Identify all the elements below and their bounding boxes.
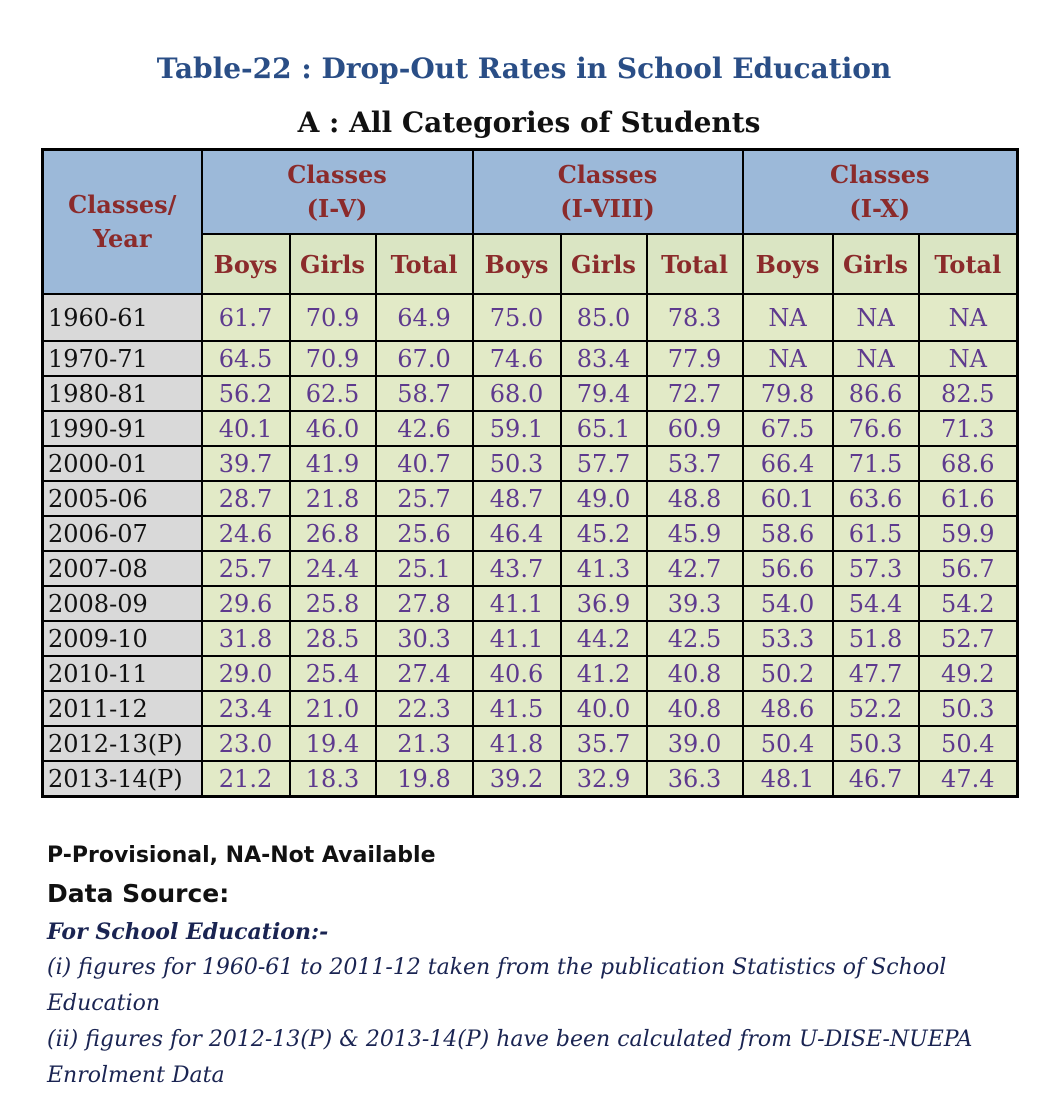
year-header-line2: Year <box>92 224 152 253</box>
table-body <box>43 294 1018 797</box>
value-cell: 46.4 <box>473 516 561 551</box>
value-cell: 48.1 <box>743 761 833 797</box>
value-cell: 54.0 <box>743 586 833 621</box>
value-cell: 48.7 <box>473 481 561 516</box>
value-cell: 76.6 <box>833 411 919 446</box>
value-cell: 23.0 <box>202 726 290 761</box>
data-source-subheading: For School Education:- <box>47 919 329 945</box>
table-row <box>43 411 1018 446</box>
value-cell: 68.6 <box>919 446 1018 481</box>
value-cell: 26.8 <box>290 516 376 551</box>
value-cell: 36.3 <box>647 761 743 797</box>
value-cell: 54.4 <box>833 586 919 621</box>
value-cell: 47.4 <box>919 761 1018 797</box>
value-cell: 56.2 <box>202 376 290 411</box>
value-cell: 39.2 <box>473 761 561 797</box>
value-cell: 31.8 <box>202 621 290 656</box>
value-cell: 18.3 <box>290 761 376 797</box>
subheader-boys: Boys <box>743 234 833 294</box>
group-header-i-viii <box>473 150 743 235</box>
value-cell: 75.0 <box>473 294 561 341</box>
data-source-heading: Data Source: <box>47 879 230 908</box>
value-cell: NA <box>833 294 919 341</box>
table-row <box>43 726 1018 761</box>
value-cell: 46.0 <box>290 411 376 446</box>
value-cell: 23.4 <box>202 691 290 726</box>
value-cell: 21.8 <box>290 481 376 516</box>
value-cell: 19.8 <box>376 761 473 797</box>
value-cell: 77.9 <box>647 341 743 376</box>
value-cell: 35.7 <box>561 726 647 761</box>
value-cell: 59.1 <box>473 411 561 446</box>
value-cell: 36.9 <box>561 586 647 621</box>
value-cell: 53.7 <box>647 446 743 481</box>
subheader-girls: Girls <box>561 234 647 294</box>
table-row <box>43 446 1018 481</box>
value-cell: 40.0 <box>561 691 647 726</box>
data-source-note-2: (ii) figures for 2012-13(P) & 2013-14(P) have been calculated from U-DISE-NUEPA Enrolment Data <box>47 1027 973 1088</box>
value-cell: 50.2 <box>743 656 833 691</box>
subheader-boys: Boys <box>202 234 290 294</box>
value-cell: 83.4 <box>561 341 647 376</box>
value-cell: 59.9 <box>919 516 1018 551</box>
value-cell: 79.4 <box>561 376 647 411</box>
value-cell: 54.2 <box>919 586 1018 621</box>
year-column-header <box>43 150 202 295</box>
value-cell: 43.7 <box>473 551 561 586</box>
value-cell: 41.1 <box>473 586 561 621</box>
table-row <box>43 586 1018 621</box>
value-cell: 51.8 <box>833 621 919 656</box>
subheader-total: Total <box>647 234 743 294</box>
value-cell: NA <box>919 294 1018 341</box>
value-cell: 40.1 <box>202 411 290 446</box>
year-cell: 2006-07 <box>43 516 202 551</box>
year-cell: 1980-81 <box>43 376 202 411</box>
value-cell: 60.1 <box>743 481 833 516</box>
value-cell: 71.3 <box>919 411 1018 446</box>
value-cell: 85.0 <box>561 294 647 341</box>
value-cell: 39.7 <box>202 446 290 481</box>
value-cell: 48.8 <box>647 481 743 516</box>
value-cell: 72.7 <box>647 376 743 411</box>
value-cell: 70.9 <box>290 341 376 376</box>
value-cell: 70.9 <box>290 294 376 341</box>
value-cell: 45.2 <box>561 516 647 551</box>
subheader-boys: Boys <box>473 234 561 294</box>
value-cell: 64.5 <box>202 341 290 376</box>
value-cell: 21.0 <box>290 691 376 726</box>
value-cell: 64.9 <box>376 294 473 341</box>
value-cell: 63.6 <box>833 481 919 516</box>
value-cell: 40.7 <box>376 446 473 481</box>
value-cell: 41.2 <box>561 656 647 691</box>
table-row <box>43 341 1018 376</box>
value-cell: 61.6 <box>919 481 1018 516</box>
value-cell: NA <box>743 341 833 376</box>
value-cell: 42.6 <box>376 411 473 446</box>
value-cell: 82.5 <box>919 376 1018 411</box>
value-cell: 41.5 <box>473 691 561 726</box>
year-cell: 2008-09 <box>43 586 202 621</box>
subheader-girls: Girls <box>833 234 919 294</box>
value-cell: 52.2 <box>833 691 919 726</box>
table-row <box>43 294 1018 341</box>
year-cell: 2010-11 <box>43 656 202 691</box>
value-cell: 65.1 <box>561 411 647 446</box>
value-cell: 41.1 <box>473 621 561 656</box>
value-cell: 53.3 <box>743 621 833 656</box>
table-row <box>43 376 1018 411</box>
year-cell: 2007-08 <box>43 551 202 586</box>
value-cell: 62.5 <box>290 376 376 411</box>
subheader-total: Total <box>919 234 1018 294</box>
value-cell: 29.6 <box>202 586 290 621</box>
value-cell: 40.6 <box>473 656 561 691</box>
year-cell: 2000-01 <box>43 446 202 481</box>
value-cell: 71.5 <box>833 446 919 481</box>
table-row <box>43 761 1018 797</box>
subheader-total: Total <box>376 234 473 294</box>
group-header-line2: (I-V) <box>306 194 368 223</box>
group-header-line1: Classes <box>557 160 658 189</box>
value-cell: 49.0 <box>561 481 647 516</box>
value-cell: 57.7 <box>561 446 647 481</box>
year-cell: 2013-14(P) <box>43 761 202 797</box>
value-cell: 56.7 <box>919 551 1018 586</box>
value-cell: 32.9 <box>561 761 647 797</box>
year-cell: 1970-71 <box>43 341 202 376</box>
subheader-girls: Girls <box>290 234 376 294</box>
value-cell: 60.9 <box>647 411 743 446</box>
abbreviation-legend: P-Provisional, NA-Not Available <box>47 843 436 868</box>
value-cell: 66.4 <box>743 446 833 481</box>
value-cell: 56.6 <box>743 551 833 586</box>
group-header-line1: Classes <box>287 160 387 189</box>
value-cell: 40.8 <box>647 691 743 726</box>
value-cell: 67.0 <box>376 341 473 376</box>
value-cell: 49.2 <box>919 656 1018 691</box>
value-cell: 58.6 <box>743 516 833 551</box>
value-cell: 45.9 <box>647 516 743 551</box>
table-row <box>43 481 1018 516</box>
value-cell: 50.3 <box>833 726 919 761</box>
table-row <box>43 551 1018 586</box>
year-header-line1: Classes/ <box>68 190 177 219</box>
value-cell: 48.6 <box>743 691 833 726</box>
value-cell: 57.3 <box>833 551 919 586</box>
value-cell: 52.7 <box>919 621 1018 656</box>
group-header-i-v <box>202 150 473 235</box>
table-row <box>43 691 1018 726</box>
value-cell: 19.4 <box>290 726 376 761</box>
value-cell: 22.3 <box>376 691 473 726</box>
year-cell: 1990-91 <box>43 411 202 446</box>
value-cell: 79.8 <box>743 376 833 411</box>
value-cell: 29.0 <box>202 656 290 691</box>
value-cell: 25.8 <box>290 586 376 621</box>
value-cell: 25.1 <box>376 551 473 586</box>
table-row <box>43 516 1018 551</box>
year-cell: 2011-12 <box>43 691 202 726</box>
value-cell: 21.3 <box>376 726 473 761</box>
value-cell: 25.4 <box>290 656 376 691</box>
group-header-i-x <box>743 150 1018 235</box>
value-cell: 30.3 <box>376 621 473 656</box>
dropout-rates-table <box>41 148 1019 798</box>
value-cell: 41.8 <box>473 726 561 761</box>
value-cell: 61.7 <box>202 294 290 341</box>
year-cell: 2005-06 <box>43 481 202 516</box>
value-cell: 50.4 <box>919 726 1018 761</box>
value-cell: 25.6 <box>376 516 473 551</box>
year-cell: 2012-13(P) <box>43 726 202 761</box>
value-cell: 41.9 <box>290 446 376 481</box>
group-header-line1: Classes <box>829 160 930 189</box>
group-header-line2: (I-X) <box>849 194 911 223</box>
table-title: Table-22 : Drop-Out Rates in School Education <box>156 52 892 85</box>
value-cell: 50.3 <box>919 691 1018 726</box>
value-cell: 40.8 <box>647 656 743 691</box>
value-cell: NA <box>919 341 1018 376</box>
value-cell: 28.7 <box>202 481 290 516</box>
value-cell: 78.3 <box>647 294 743 341</box>
value-cell: 86.6 <box>833 376 919 411</box>
value-cell: 47.7 <box>833 656 919 691</box>
table-row <box>43 656 1018 691</box>
value-cell: 25.7 <box>202 551 290 586</box>
value-cell: 21.2 <box>202 761 290 797</box>
value-cell: 58.7 <box>376 376 473 411</box>
table-subtitle: A : All Categories of Students <box>297 106 761 139</box>
value-cell: 46.7 <box>833 761 919 797</box>
value-cell: 39.3 <box>647 586 743 621</box>
value-cell: 27.8 <box>376 586 473 621</box>
value-cell: 74.6 <box>473 341 561 376</box>
value-cell: 44.2 <box>561 621 647 656</box>
notes-section <box>47 838 1007 1094</box>
value-cell: 67.5 <box>743 411 833 446</box>
value-cell: NA <box>743 294 833 341</box>
value-cell: 24.6 <box>202 516 290 551</box>
value-cell: 68.0 <box>473 376 561 411</box>
header-row-groups <box>43 150 1018 235</box>
value-cell: 50.3 <box>473 446 561 481</box>
year-cell: 1960-61 <box>43 294 202 341</box>
value-cell: 41.3 <box>561 551 647 586</box>
value-cell: 39.0 <box>647 726 743 761</box>
value-cell: 24.4 <box>290 551 376 586</box>
value-cell: NA <box>833 341 919 376</box>
value-cell: 50.4 <box>743 726 833 761</box>
table-row <box>43 621 1018 656</box>
value-cell: 27.4 <box>376 656 473 691</box>
year-cell: 2009-10 <box>43 621 202 656</box>
value-cell: 28.5 <box>290 621 376 656</box>
value-cell: 25.7 <box>376 481 473 516</box>
value-cell: 61.5 <box>833 516 919 551</box>
value-cell: 42.7 <box>647 551 743 586</box>
data-source-note-1: (i) figures for 1960-61 to 2011-12 taken from the publication Statistics of School Education <box>47 955 947 1016</box>
group-header-line2: (I-VIII) <box>560 194 655 223</box>
value-cell: 42.5 <box>647 621 743 656</box>
